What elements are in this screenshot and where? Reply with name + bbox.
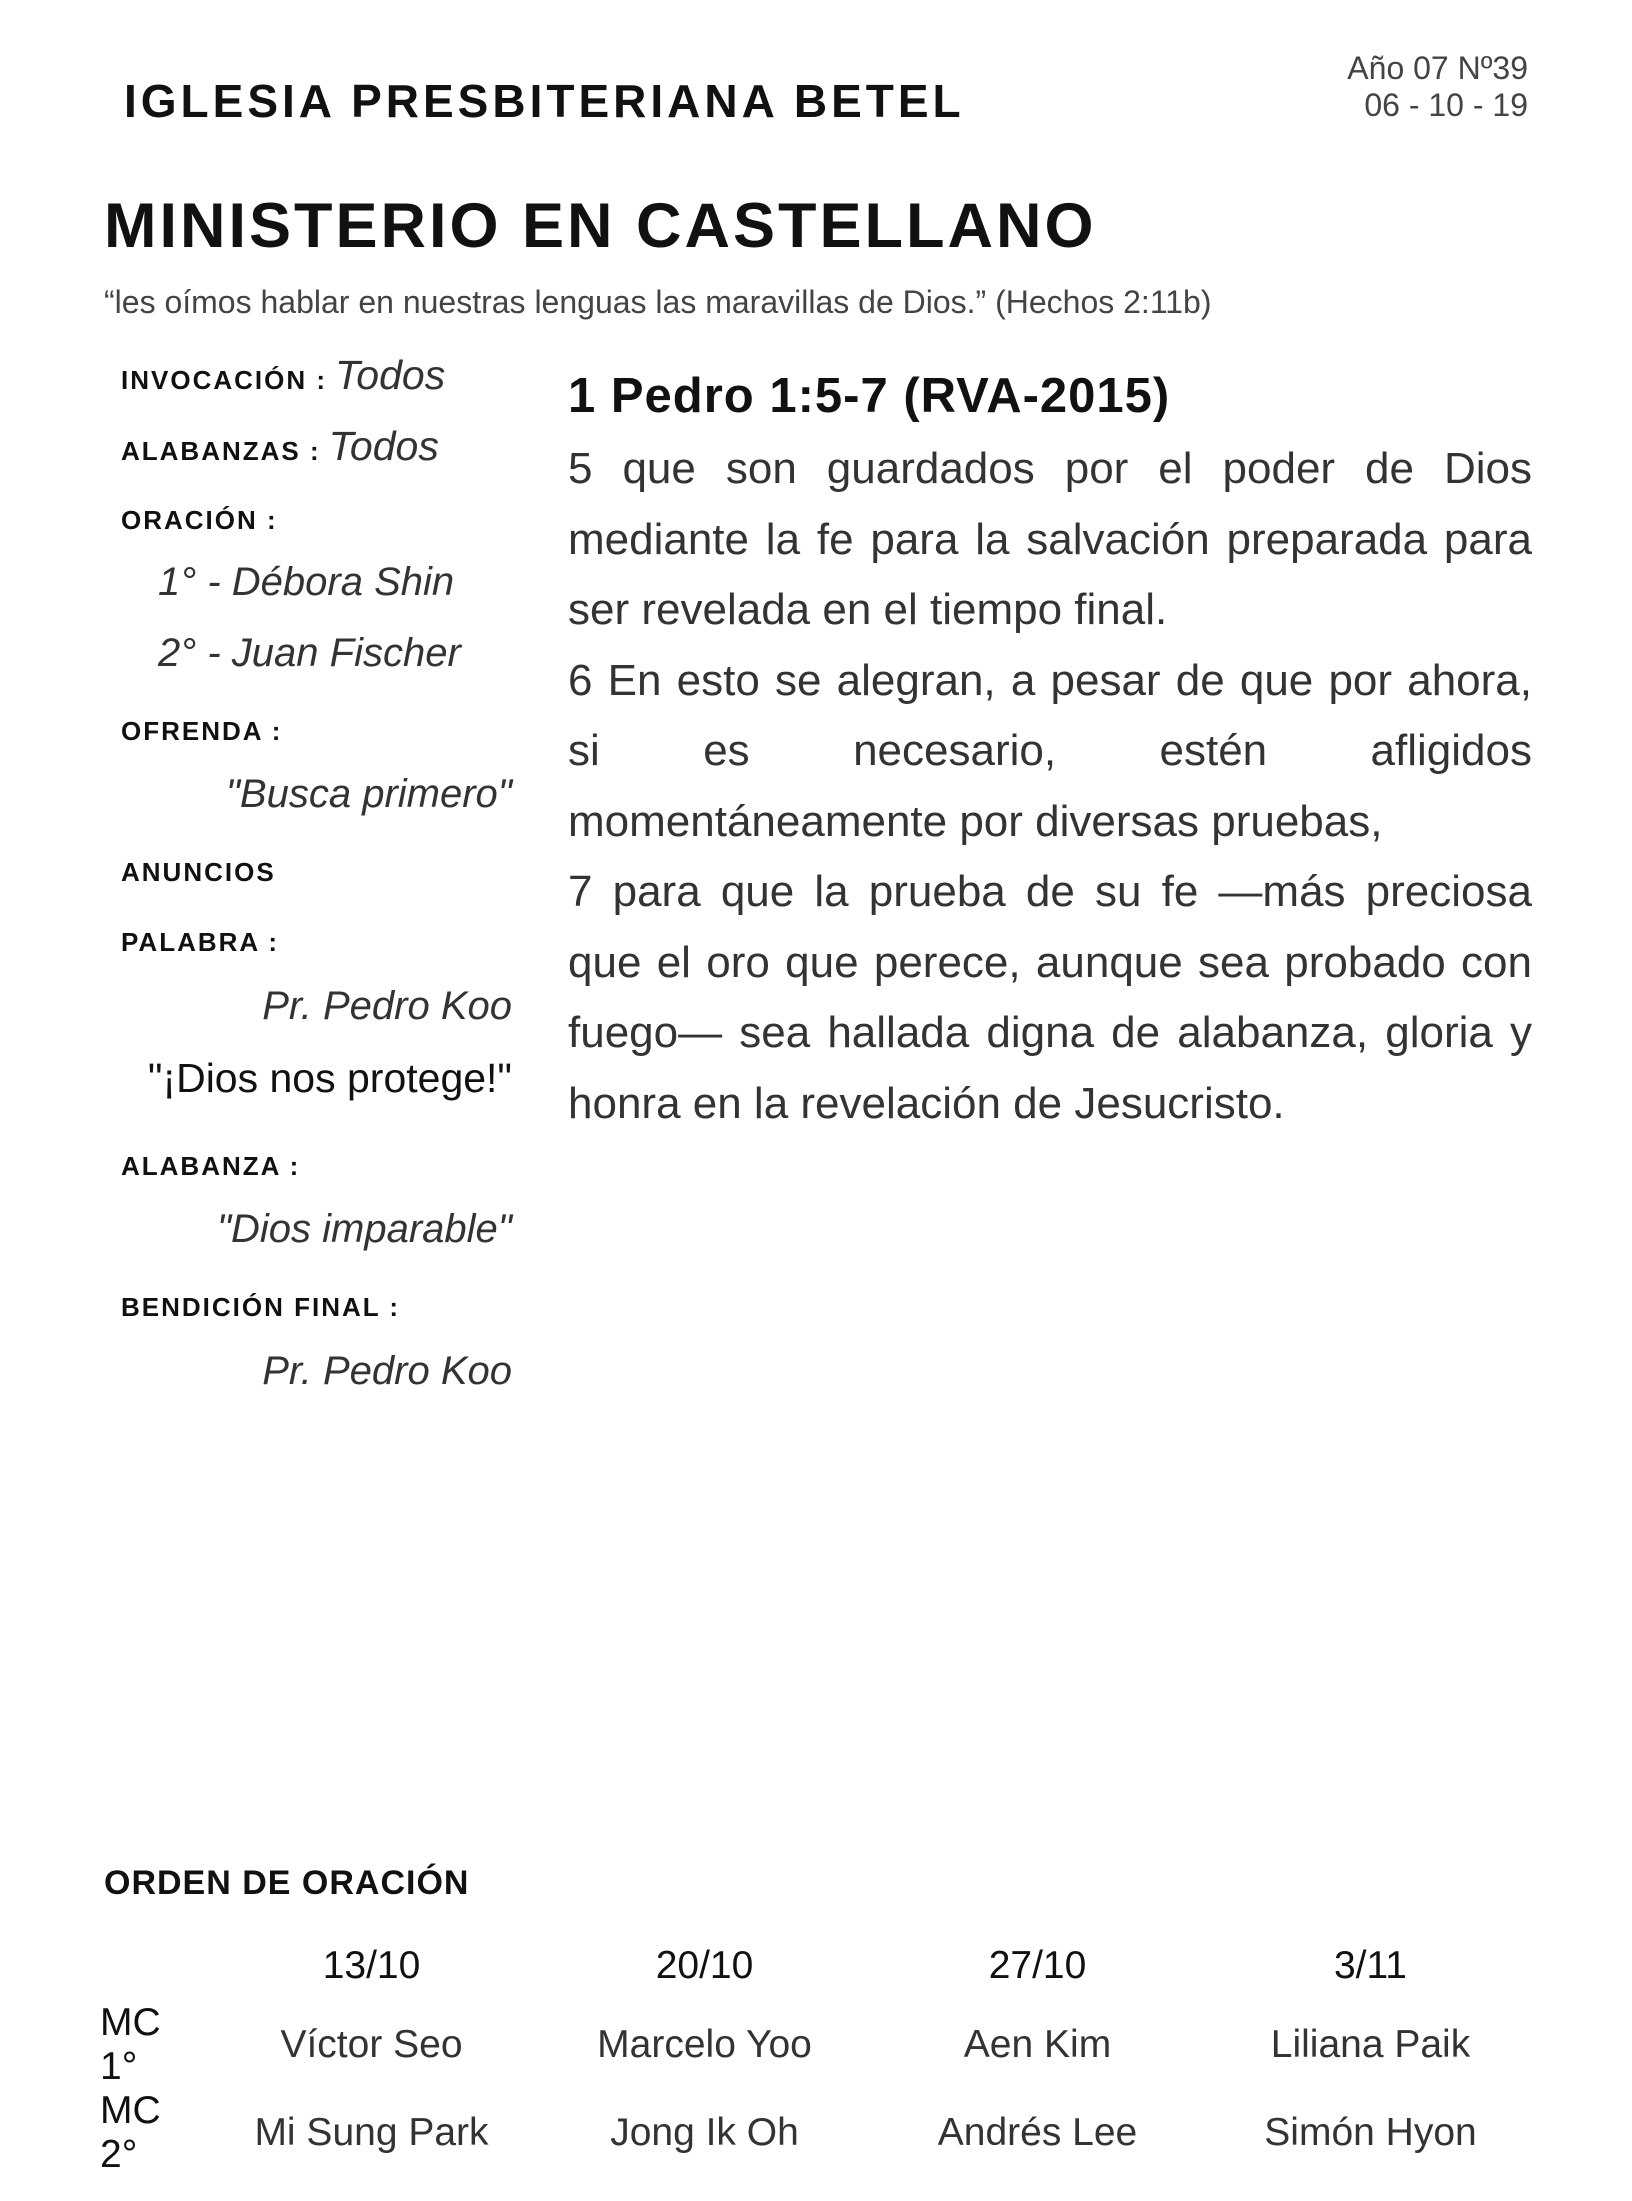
row-label: MC 2° bbox=[100, 2089, 161, 2176]
ofrenda-value: "Busca primero" bbox=[225, 772, 512, 816]
invocacion-row bbox=[121, 352, 445, 399]
prayer-order-heading: ORDEN DE ORACIÓN bbox=[104, 1864, 470, 1902]
table-header-row bbox=[100, 1930, 1537, 2001]
alabanzas-row bbox=[121, 423, 439, 470]
alabanzas-value: Todos bbox=[328, 423, 439, 469]
issue-date: 06 - 10 - 19 bbox=[1364, 87, 1528, 123]
issue-number: Año 07 Nº39 bbox=[1347, 50, 1528, 86]
scripture-reference: 1 Pedro 1:5-7 (RVA-2015) bbox=[568, 369, 1171, 423]
name-cell: Simón Hyon bbox=[1264, 2111, 1477, 2154]
name-cell: Víctor Seo bbox=[280, 2023, 463, 2066]
name-cell: Marcelo Yoo bbox=[597, 2023, 812, 2066]
ministry-title: MINISTERIO EN CASTELLANO bbox=[104, 191, 1097, 261]
name-cell: Liliana Paik bbox=[1270, 2023, 1471, 2066]
date-cell: 20/10 bbox=[655, 1943, 754, 1987]
table-row bbox=[100, 2089, 1537, 2177]
verse-6: 6 En esto se alegran, a pesar de que por ahora, si es necesario, estén afligidos momentáneamente por diversas pruebas, bbox=[568, 655, 1532, 846]
row-label: MC 1° bbox=[100, 2001, 161, 2088]
oracion-second: 2° - Juan Fischer bbox=[158, 631, 461, 675]
alabanza-value: "Dios imparable" bbox=[216, 1207, 512, 1251]
verse-5: 5 que son guardados por el poder de Dios mediante la fe para la salvación preparada para ser revelada en el tiempo final. bbox=[568, 444, 1532, 634]
anuncios-label: ANUNCIOS bbox=[121, 857, 276, 887]
date-cell: 3/11 bbox=[1333, 1943, 1407, 1987]
date-cell: 13/10 bbox=[322, 1943, 421, 1987]
sermon-title: "¡Dios nos protege!" bbox=[147, 1055, 512, 1101]
palabra-speaker: Pr. Pedro Koo bbox=[262, 984, 512, 1028]
bendicion-value: Pr. Pedro Koo bbox=[262, 1349, 512, 1393]
church-name: IGLESIA PRESBITERIANA BETEL bbox=[124, 75, 965, 127]
table-row bbox=[100, 2001, 1537, 2089]
scripture-block bbox=[568, 368, 1532, 1139]
name-cell: Jong Ik Oh bbox=[610, 2111, 799, 2154]
prayer-order-table bbox=[100, 1930, 1537, 2177]
verse-7: 7 para que la prueba de su fe —más preciosa que el oro que perece, aunque sea probado con fuego— sea hallada digna de alabanza, gloria y honra en la revelación de Jesucristo. bbox=[568, 867, 1532, 1128]
issue-info bbox=[1347, 50, 1528, 124]
alabanzas-label: ALABANZAS : bbox=[121, 436, 321, 466]
motto: “les oímos hablar en nuestras lenguas las maravillas de Dios.” (Hechos 2:11b) bbox=[104, 284, 1212, 320]
oracion-label: ORACIÓN : bbox=[121, 505, 278, 535]
oracion-first: 1° - Débora Shin bbox=[158, 560, 455, 604]
corner-cell bbox=[100, 1930, 205, 2001]
invocacion-label: INVOCACIÓN : bbox=[121, 365, 327, 395]
ofrenda-label: OFRENDA : bbox=[121, 716, 283, 746]
date-cell: 27/10 bbox=[988, 1943, 1087, 1987]
name-cell: Mi Sung Park bbox=[254, 2111, 489, 2154]
bendicion-label: BENDICIÓN FINAL : bbox=[121, 1292, 401, 1322]
invocacion-value: Todos bbox=[335, 352, 446, 398]
name-cell: Aen Kim bbox=[963, 2023, 1112, 2066]
palabra-label: PALABRA : bbox=[121, 927, 280, 957]
name-cell: Andrés Lee bbox=[937, 2111, 1138, 2154]
alabanza-label: ALABANZA : bbox=[121, 1151, 301, 1181]
